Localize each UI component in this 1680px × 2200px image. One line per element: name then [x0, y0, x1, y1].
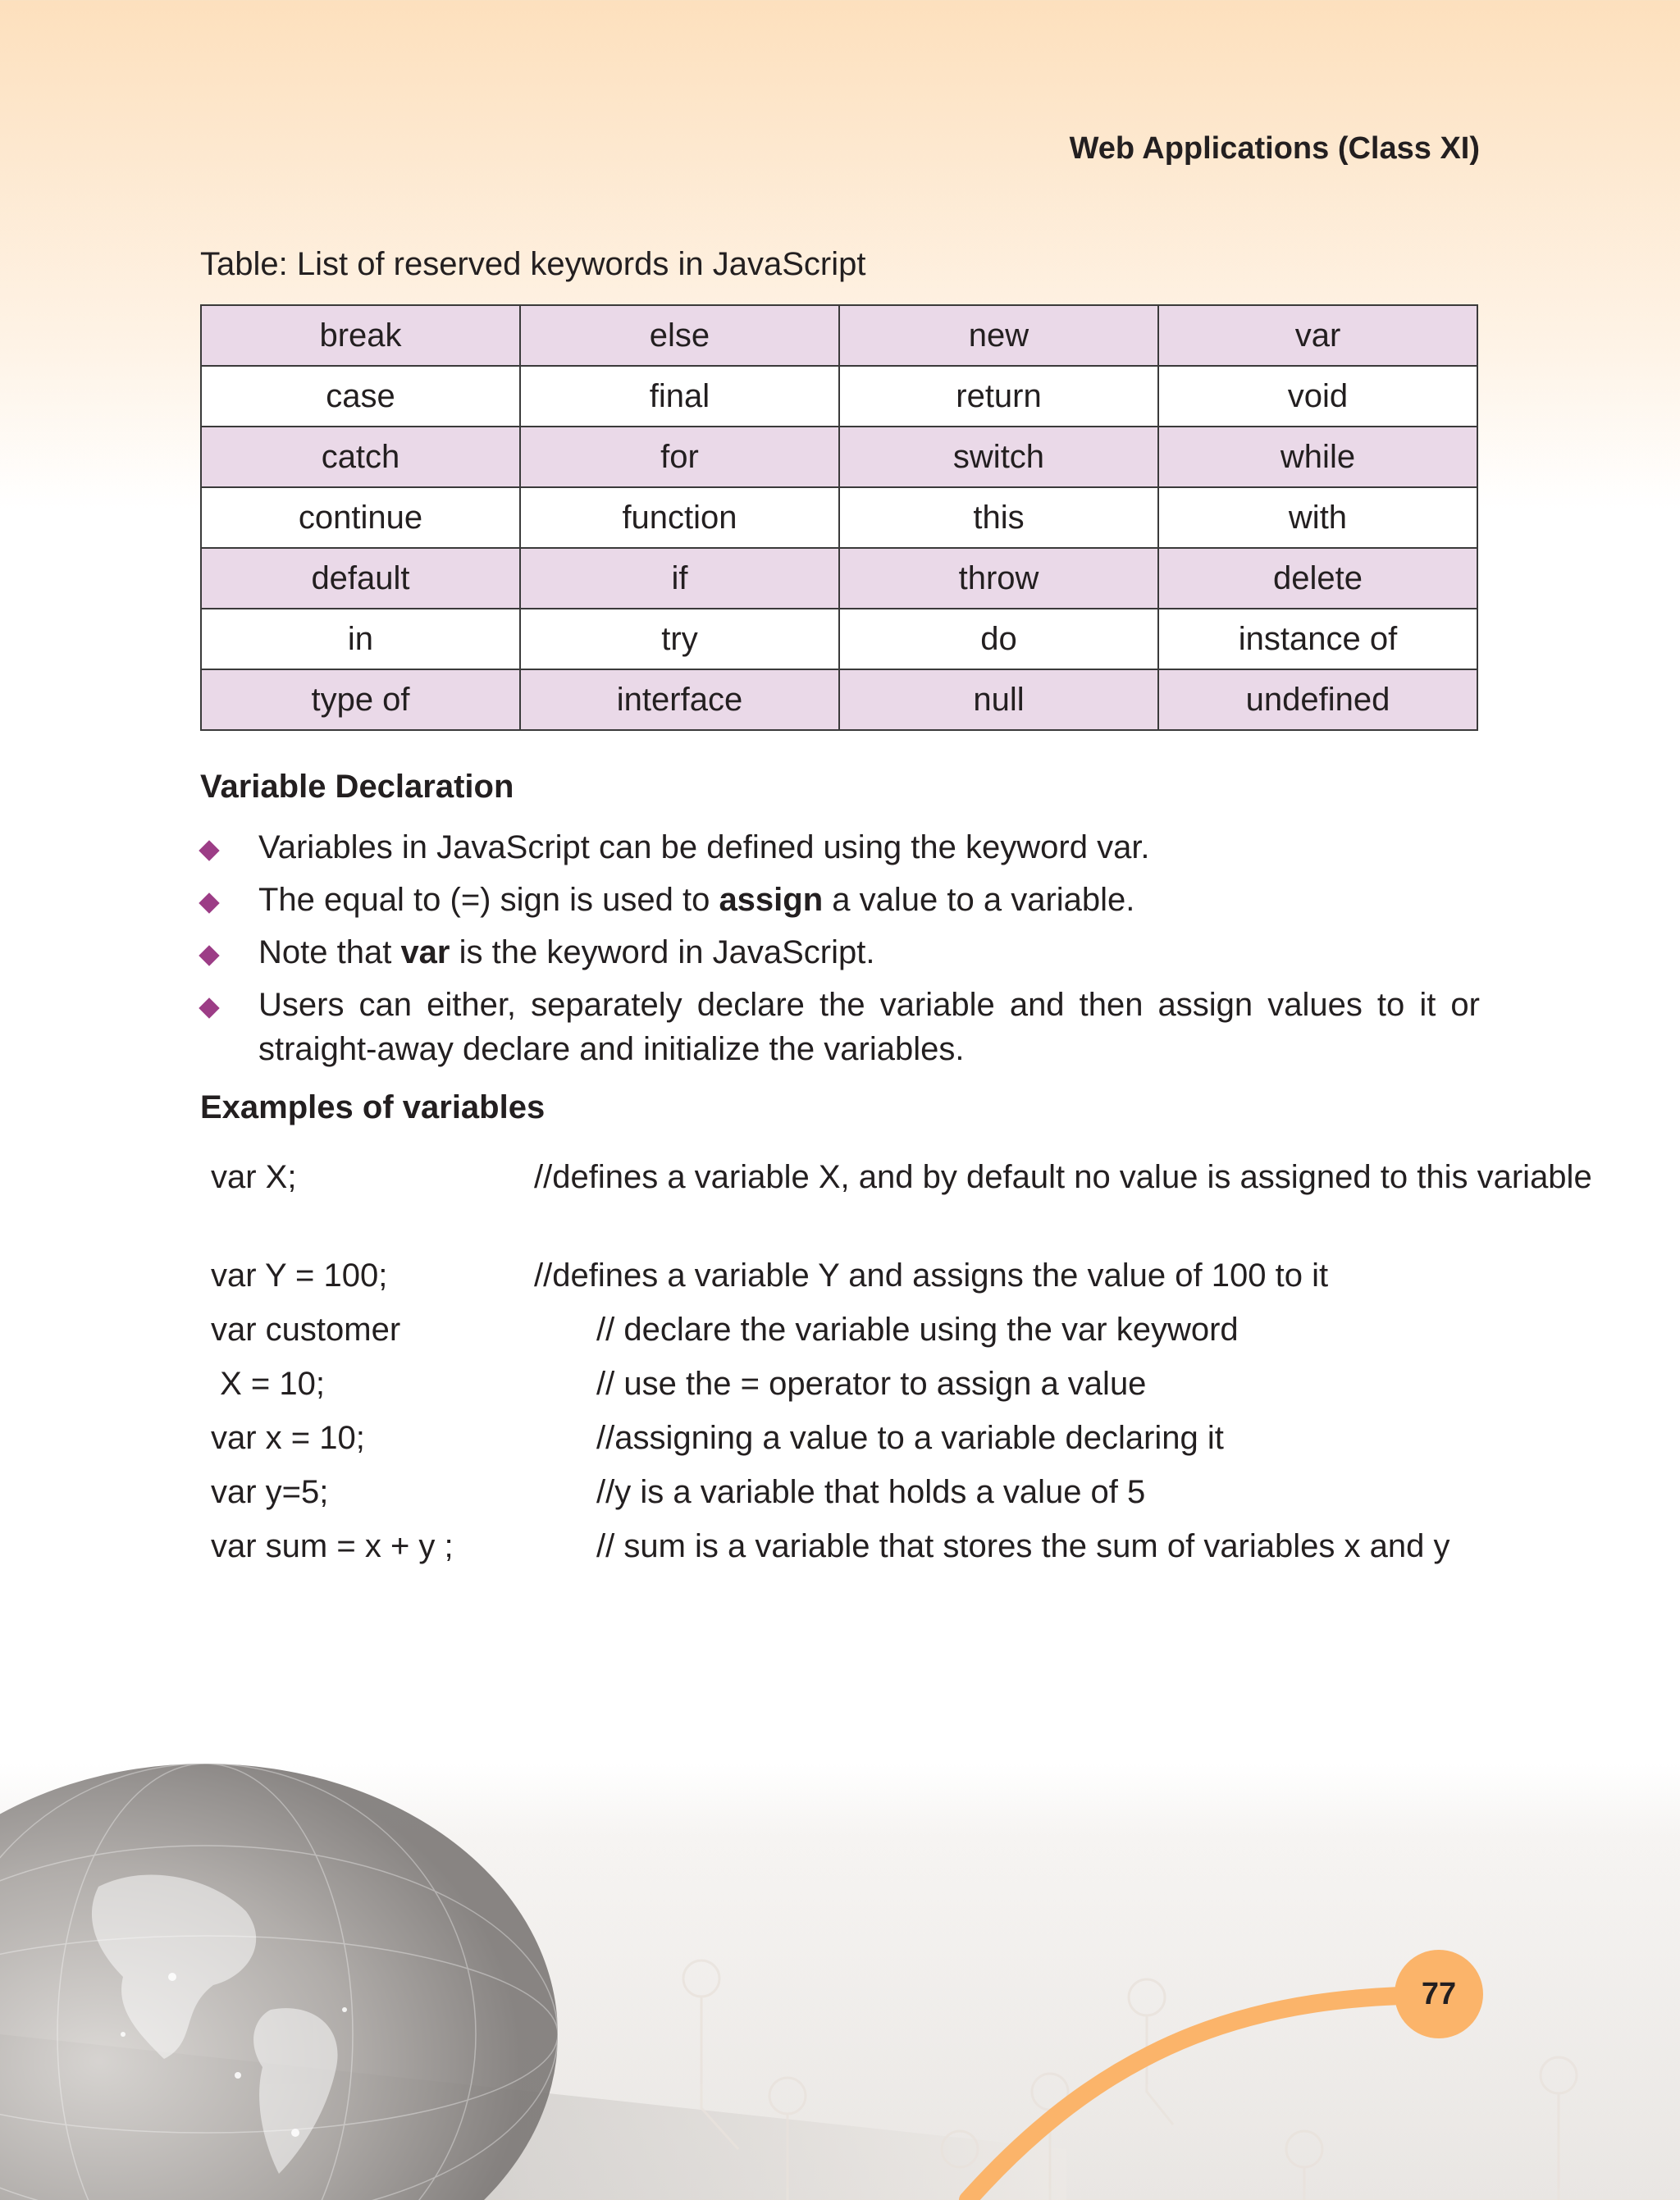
example-row — [211, 1416, 1491, 1470]
example-row — [211, 1362, 1491, 1416]
table-cell: if — [520, 548, 839, 609]
table-cell: final — [520, 366, 839, 427]
diamond-bullet-icon — [199, 892, 219, 913]
list-item-bold-text: var — [400, 934, 450, 970]
table-cell: in — [201, 609, 520, 669]
list-item-text: The equal to (=) sign is used to — [258, 882, 719, 918]
example-row — [211, 1470, 1491, 1524]
examples-heading: Examples of variables — [200, 1089, 546, 1125]
table-cell: throw — [839, 548, 1158, 609]
page-number: 77 — [1395, 1950, 1483, 2038]
table-cell: type of — [201, 669, 520, 730]
table-cell: null — [839, 669, 1158, 730]
list-item-text: is the keyword in JavaScript. — [450, 934, 875, 970]
table-cell: switch — [839, 427, 1158, 487]
table-cell: function — [520, 487, 839, 548]
example-code: var y=5; — [211, 1474, 329, 1510]
list-item-text: a value to a variable. — [823, 882, 1135, 918]
running-head: Web Applications (Class XI) — [1069, 131, 1480, 166]
table-cell: with — [1158, 487, 1477, 548]
table-cell: break — [201, 305, 520, 366]
table-cell: case — [201, 366, 520, 427]
example-comment: // sum is a variable that stores the sum of variables x and y — [596, 1528, 1450, 1564]
example-comment: //y is a variable that holds a value of 5 — [596, 1474, 1146, 1510]
table-cell: while — [1158, 427, 1477, 487]
diamond-bullet-icon — [199, 840, 219, 860]
table-caption: Table: List of reserved keywords in JavaScript — [200, 246, 866, 282]
variable-declaration-heading: Variable Declaration — [200, 769, 514, 805]
list-item-bold-text: assign — [719, 882, 824, 918]
example-row — [211, 1524, 1491, 1578]
list-item — [200, 878, 1480, 922]
list-item-text: Variables in JavaScript can be defined using the keyword var. — [258, 829, 1150, 865]
table-cell: delete — [1158, 548, 1477, 609]
diamond-bullet-icon — [199, 997, 219, 1018]
table-row — [201, 487, 1477, 548]
table-cell: continue — [201, 487, 520, 548]
table-cell: for — [520, 427, 839, 487]
example-row — [211, 1308, 1491, 1362]
example-code: var sum = x + y ; — [211, 1528, 454, 1564]
table-row — [201, 548, 1477, 609]
example-code: var customer — [211, 1312, 401, 1348]
list-item — [200, 930, 1480, 974]
example-code: var x = 10; — [211, 1420, 365, 1456]
table-cell: default — [201, 548, 520, 609]
examples-block — [211, 1155, 1592, 1578]
list-item-text: Note that — [258, 934, 401, 970]
example-comment: // use the = operator to assign a value — [596, 1366, 1147, 1402]
example-code: var Y = 100; — [211, 1257, 388, 1294]
table-row — [201, 305, 1477, 366]
table-cell: do — [839, 609, 1158, 669]
table-cell: else — [520, 305, 839, 366]
example-row — [211, 1155, 1592, 1253]
example-code: X = 10; — [211, 1366, 325, 1402]
table-cell: new — [839, 305, 1158, 366]
table-row — [201, 427, 1477, 487]
table-row — [201, 366, 1477, 427]
list-item-text: Users can either, separately declare the variable and then assign values to it or straight-away declare and initialize the variables. — [258, 987, 1480, 1067]
table-cell: interface — [520, 669, 839, 730]
example-row — [211, 1253, 1491, 1308]
table-cell: void — [1158, 366, 1477, 427]
table-cell: undefined — [1158, 669, 1477, 730]
example-comment: //defines a variable X, and by default no value is assigned to this variable — [534, 1159, 1592, 1195]
table-cell: this — [839, 487, 1158, 548]
example-comment: // declare the variable using the var keyword — [596, 1312, 1239, 1348]
list-item — [200, 983, 1480, 1071]
example-comment: //assigning a value to a variable declaring it — [596, 1420, 1224, 1456]
table-row — [201, 669, 1477, 730]
table-cell: instance of — [1158, 609, 1477, 669]
diamond-bullet-icon — [199, 945, 219, 965]
table-cell: return — [839, 366, 1158, 427]
keywords-table — [200, 304, 1478, 731]
table-cell: var — [1158, 305, 1477, 366]
variable-declaration-list — [200, 825, 1480, 1079]
list-item — [200, 825, 1480, 870]
table-cell: try — [520, 609, 839, 669]
table-row — [201, 609, 1477, 669]
example-code: var X; — [211, 1159, 297, 1195]
example-comment: //defines a variable Y and assigns the value of 100 to it — [534, 1257, 1329, 1294]
table-cell: catch — [201, 427, 520, 487]
